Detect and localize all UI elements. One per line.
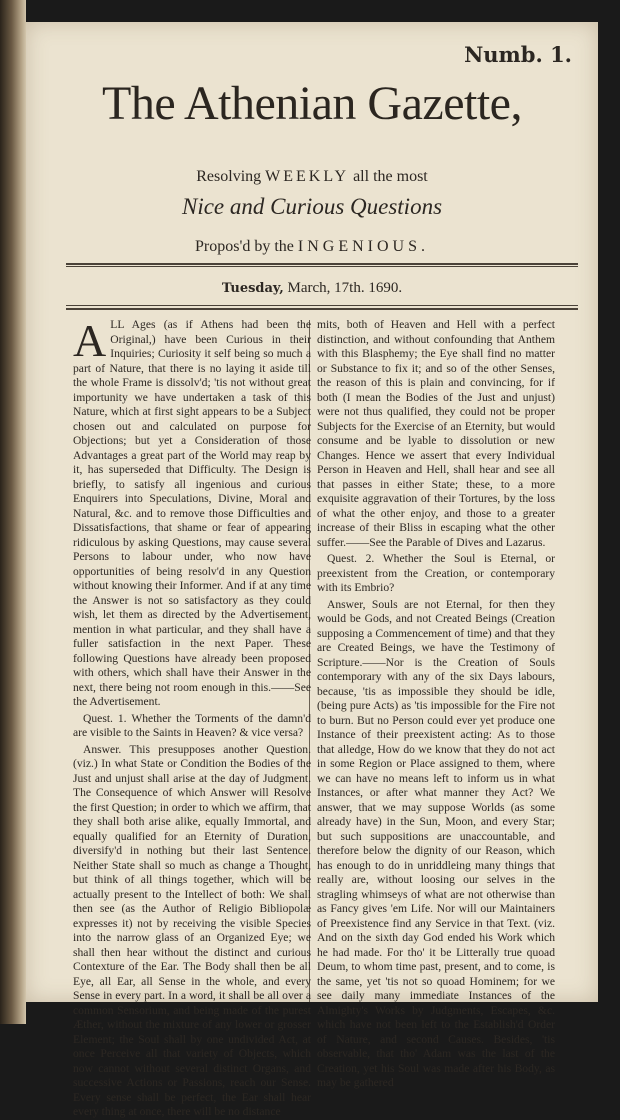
header-rule-bottom-thin (66, 305, 578, 306)
subtitle-line-1 (26, 168, 598, 186)
header-rule-top-thick (66, 263, 578, 265)
issue-number: Numb. 1. (464, 42, 572, 67)
subtitle-1-pre: Resolving (196, 168, 262, 185)
subtitle-1-caps: WEEKLY (265, 168, 350, 185)
subtitle-3-pre: Propos'd by the (195, 238, 294, 255)
header-rule-bottom-thick (66, 308, 578, 310)
masthead-title: The Athenian Gazette, (102, 77, 522, 130)
intro-paragraph (73, 315, 311, 710)
answer-1-continuation: mits, both of Heaven and Hell with a perfect distinction, and without confounding that Anthem with this Blasphemy; the Eye shall find no matter or Substance to fix it; and so of the other Senses, the reason of this is plain and convincing, for if both (I mean the Bodies of the Just and unjust) were not thus qualified, they could not be proper Subjects for the Exercise of an Eternity, but would consume and be lyable to dissolution or new Changes. Hence we assert that every Individual Person in Heaven and Hell, shall hear and see all that passes in either State; these, to a more exquisite aggravation of their Tortures, by the loss of what the other enjoy, and those to a greater increase of their Bliss in escaping what the other suffer.——See the Parable of Dives and Lazarus. (317, 318, 555, 549)
date-rest: March, 17th. 1690. (287, 280, 403, 296)
header-rule-top-thin (66, 266, 578, 267)
date-weekday: Tuesday, (221, 281, 284, 296)
book-spine-shadow (0, 0, 26, 1024)
intro-text: LL Ages (as if Athens had been the Original,) have been Curious in their Inquiries; Curiosity it self being so much a part of Nature, that there is no laying it aside till the whole Frame is dissolv'd; 'tis not without great importunity we have undertaken a task of this Nature, which at first sight appears to be a Subject chosen out and calculated on purpose for Objections; but yet a Consideration of those Advantages a great part of the World may reap by it, has superseded that Difficulty. The Design is briefly, to satisfy all ingenious and curious Enquirers into Speculations, Divine, Moral and Natural, &c. and to remove those Difficulties and Dissatisfactions, that shame or fear of appearing ridiculous by asking Questions, may cause several Persons to labour under, who now have opportunities of being resolv'd in any Question without knowing their Informer. And if at any time the Answer is not so satisfactory as they could wish, let them as directed by the Advertisement, mention in what particular, and they shall have a fuller satisfaction in the next Paper. These following Questions have already been proposed with others, which shall have their Answer in the next, there being not room enough in this.——See the Advertisement. (73, 318, 311, 708)
issue-date (26, 280, 598, 297)
subtitle-1-post: all the most (353, 168, 428, 185)
subtitle-line-3 (26, 238, 598, 256)
question-2: Quest. 2. Whether the Soul is Eternal, or preexistent from the Creation, or contemporary with its Embrio? (317, 552, 555, 594)
subtitle-3-caps: INGENIOUS. (297, 238, 429, 255)
question-1: Quest. 1. Whether the Torments of the damn'd are visible to the Saints in Heaven? & vice versa? (73, 711, 311, 739)
left-column (73, 315, 311, 1118)
gazette-page (26, 22, 598, 1118)
right-column (317, 318, 555, 1089)
answer-1: Answer. This presupposes another Question. (viz.) In what State or Condition the Bodies of the Just and unjust shall arise at the day of Judgment. The Consequence of which Answer will Resolve the first Question; in order to which we affirm, that they shall both arise alike, equally Immortal, and equally qualified for an Eternity of Duration, diversify'd in nothing but their last Sentence. Neither State shall so much as change a Thought, but think of all things together, which will be actually present to the Intellect of both: We shall then see (as the Author of Religio Bibliopolæ expresses it) not by receiving the visible Species into the narrow glass of an Organized Eye; we shall then hear without the distinct and curious Contexture of the Ear. The Body shall then be all Eye, all Ear, all Sense in the whole, and every Sense in every part. In a word, it shall be all over a common Sensorium, and being made of the purest Æther, without the mixture of any lower or grosser Element; the Soul shall by one undivided Act, at once Perceive all that variety of Objects, which now cannot without several distinct Organs, and successive Actions or Passions, reach our Sense. Every sense shall be perfect, the Ear shall hear every thing at once, there will be no distance (73, 742, 311, 1118)
drop-cap-initial: A (73, 315, 107, 366)
subtitle-line-2: Nice and Curious Questions (181, 194, 443, 219)
answer-2: Answer, Souls are not Eternal, for then they would be Gods, and not Created Beings (Creation supposing a Commencement of time) and that they are Created Beings, we have the Testimony of Scripture.——Nor is the Creation of Souls contemporary with any of the six Days labours, because, 'tis as impossible they should be idle, (being pure Acts) as 'tis impossible for the Fire not to burn. But no Person could ever yet produce one Instance of their preexistent acting: As to those that alledge, How do we know that they do not act in some Region or Place assigned to them, where we can have no means left to inform us in what Instances, or after what manner they Act? We answer, that we may suppose Worlds (as some already have) in the Sun, Moon, and every Star; but such suppositions are unaccountable, and therefore below the dignity of our Reason, which has enough to do in unriddleing many things that really are, without loosing our selves in the stragling whimseys of what are not otherwise than as Fancy gives 'em Life. Nor will our Maintainers of Preexistence find any Service in that Text. (viz. And on the sixth day God ended his Work which he had made. For tho' it be Litterally true quoad Deum, to whom time past, present, and to come, is the same, yet 'tis not so quoad Hominem; for we see daily many immediate Instances of the Almighty's Works by Judgments, Escapes, &c. which have not been left to the Establish'd Order of Nature, and second Causes. Besides, 'tis observable, that tho' Adam was the last of the Creation, yet his Soul was made after his Body, as may be gathered (317, 597, 555, 1089)
